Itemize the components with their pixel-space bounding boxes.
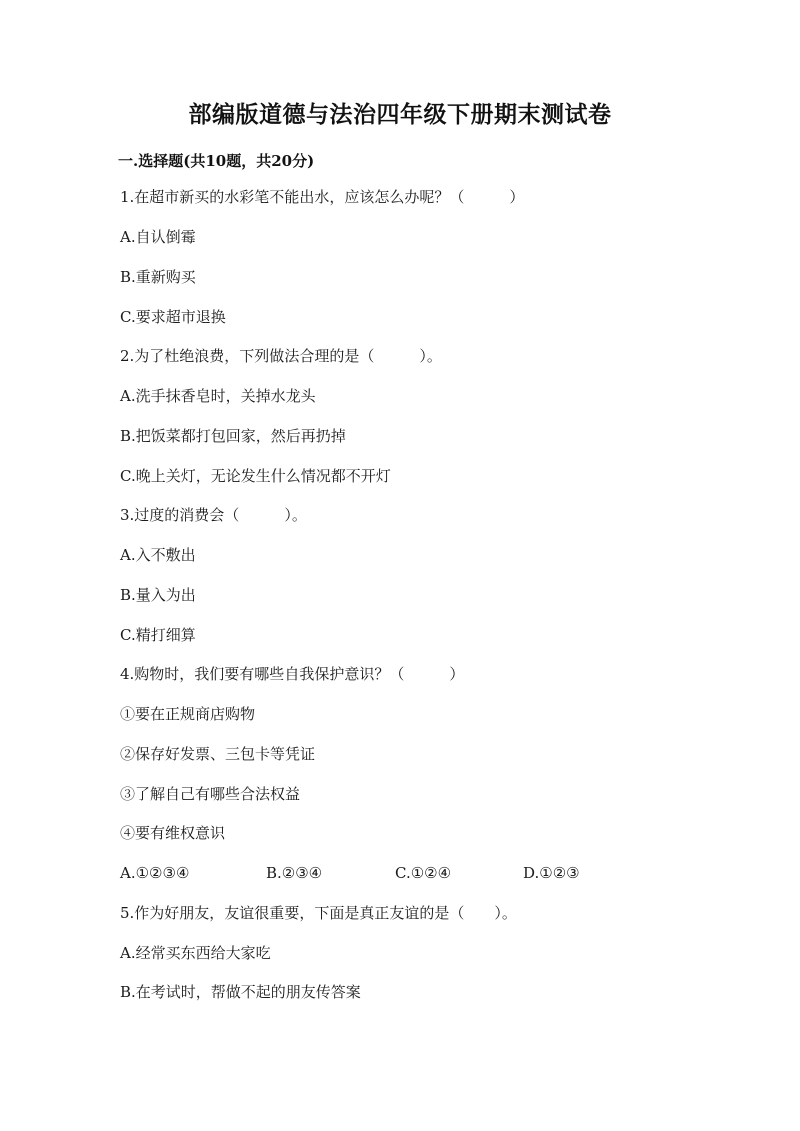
question-4-option-c: C.①②④	[395, 864, 452, 882]
question-5-option-b: B.在考试时，帮做不起的朋友传答案	[120, 983, 361, 1001]
question-3-option-b: B.量入为出	[120, 586, 196, 604]
question-5-option-a: A.经常买东西给大家吃	[120, 944, 271, 962]
question-5: 5.作为好朋友，友谊很重要，下面是真正友谊的是（ ）。	[120, 904, 517, 922]
question-4: 4.购物时，我们要有哪些自我保护意识？（ ）	[120, 665, 465, 683]
question-4-option-d: D.①②③	[523, 864, 580, 882]
exam-title: 部编版道德与法治四年级下册期末测试卷	[188, 101, 612, 128]
section-heading: 一.选择题(共10题，共20分)	[118, 152, 315, 170]
question-3-option-c: C.精打细算	[120, 626, 196, 644]
question-3-option-a: A.入不敷出	[120, 546, 196, 564]
question-1-option-a: A.自认倒霉	[120, 228, 196, 246]
question-1-option-b: B.重新购买	[120, 268, 196, 286]
question-3: 3.过度的消费会（ ）。	[120, 506, 307, 524]
question-2-option-c: C.晚上关灯，无论发生什么情况都不开灯	[120, 467, 391, 485]
question-2: 2.为了杜绝浪费，下列做法合理的是（ ）。	[120, 347, 442, 365]
question-2-option-b: B.把饭菜都打包回家，然后再扔掉	[120, 427, 346, 445]
question-1-option-c: C.要求超市退换	[120, 308, 226, 326]
question-4-option-a: A.①②③④	[120, 864, 190, 882]
question-4-statement-1: ①要在正规商店购物	[120, 705, 256, 723]
question-1: 1.在超市新买的水彩笔不能出水，应该怎么办呢？（ ）	[120, 188, 525, 206]
question-4-option-b: B.②③④	[266, 864, 323, 882]
question-4-statement-2: ②保存好发票、三包卡等凭证	[120, 745, 316, 763]
question-4-statement-4: ④要有维权意识	[120, 824, 226, 842]
question-2-option-a: A.洗手抹香皂时，关掉水龙头	[120, 387, 316, 405]
question-4-statement-3: ③了解自己有哪些合法权益	[120, 785, 301, 803]
